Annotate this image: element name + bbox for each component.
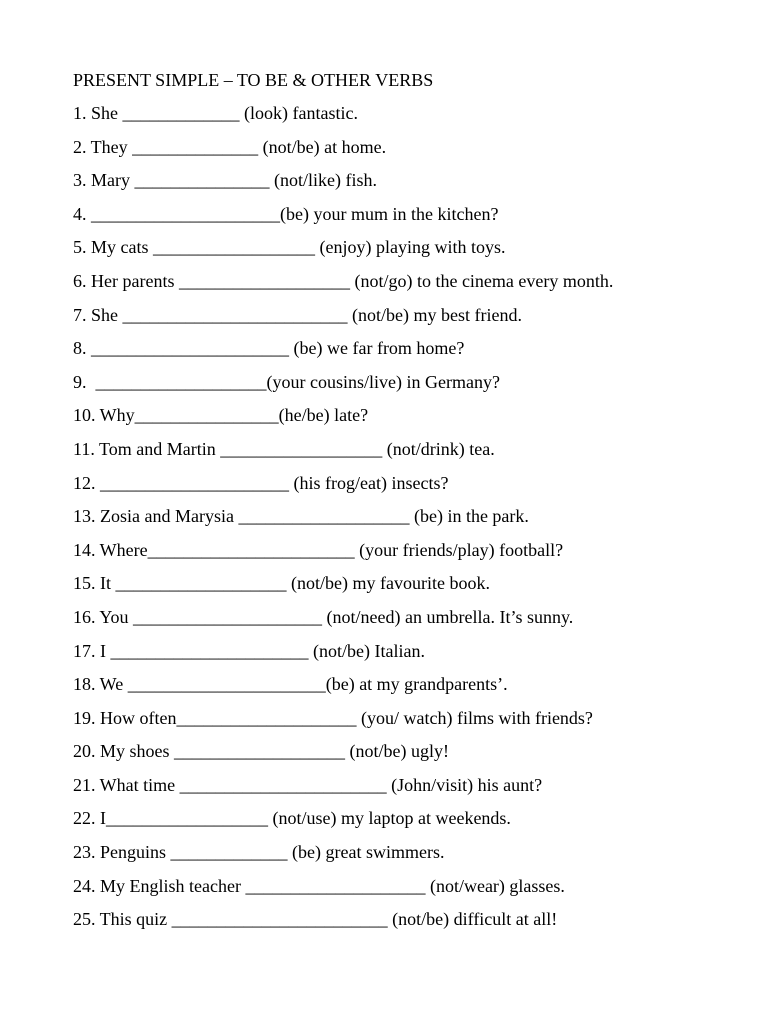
exercise-item-23: 23. Penguins _____________ (be) great swimmers.: [73, 842, 445, 863]
exercise-item-9: 9. ___________________(your cousins/live) in Germany?: [73, 371, 500, 392]
exercise-item-4: 4. _____________________(be) your mum in the kitchen?: [73, 203, 499, 224]
exercise-item-7: 7. She _________________________ (not/be) my best friend.: [73, 304, 522, 325]
exercise-item-6: 6. Her parents ___________________ (not/go) to the cinema every month.: [73, 270, 614, 291]
worksheet-title: PRESENT SIMPLE – TO BE & OTHER VERBS: [73, 70, 434, 90]
exercise-item-8: 8. ______________________ (be) we far from home?: [73, 338, 465, 359]
exercise-item-15: 15. It ___________________ (not/be) my favourite book.: [73, 573, 490, 594]
exercise-item-13: 13. Zosia and Marysia ___________________ (be) in the park.: [73, 506, 529, 527]
exercise-item-17: 17. I ______________________ (not/be) Italian.: [73, 640, 425, 661]
exercise-item-16: 16. You _____________________ (not/need) an umbrella. It’s sunny.: [73, 606, 574, 627]
exercise-item-18: 18. We ______________________(be) at my grandparents’.: [73, 674, 508, 695]
exercise-item-22: 22. I__________________ (not/use) my laptop at weekends.: [73, 808, 511, 829]
exercise-item-24: 24. My English teacher ____________________ (not/wear) glasses.: [73, 875, 565, 896]
exercise-item-14: 14. Where_______________________ (your friends/play) football?: [73, 539, 564, 560]
exercise-item-10: 10. Why________________(he/be) late?: [73, 405, 369, 426]
exercise-item-25: 25. This quiz ________________________ (not/be) difficult at all!: [73, 909, 558, 930]
worksheet: [73, 66, 753, 939]
exercise-item-19: 19. How often____________________ (you/ watch) films with friends?: [73, 707, 593, 728]
exercise-item-3: 3. Mary _______________ (not/like) fish.: [73, 170, 377, 191]
exercise-item-12: 12. _____________________ (his frog/eat) insects?: [73, 472, 449, 493]
exercise-item-2: 2. They ______________ (not/be) at home.: [73, 136, 387, 157]
exercise-item-1: 1. She _____________ (look) fantastic.: [73, 103, 358, 123]
exercise-item-20: 20. My shoes ___________________ (not/be) ugly!: [73, 741, 449, 762]
exercise-item-11: 11. Tom and Martin __________________ (not/drink) tea.: [73, 438, 495, 459]
exercise-item-5: 5. My cats __________________ (enjoy) playing with toys.: [73, 237, 506, 258]
exercise-item-21: 21. What time _______________________ (John/visit) his aunt?: [73, 774, 543, 795]
